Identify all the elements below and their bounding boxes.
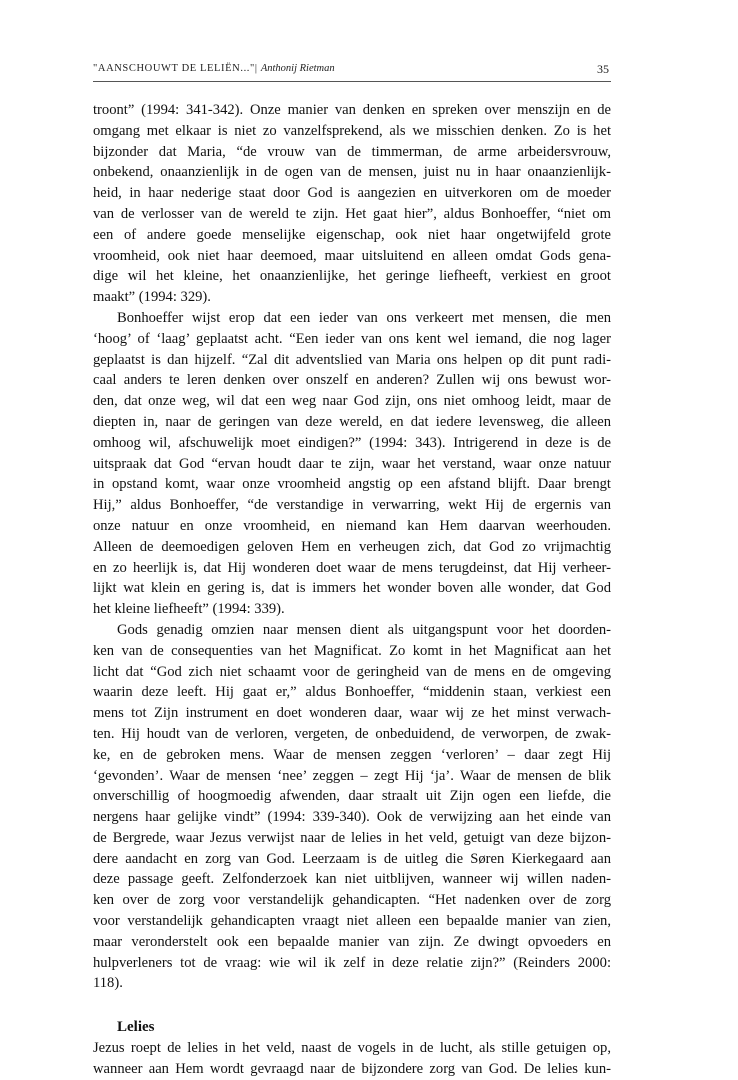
text-line: maar veronderstelt ook een bepaalde manier van zijn. Ze dwingt opvoeders en <box>93 933 611 950</box>
section-heading: Lelies <box>117 1019 155 1036</box>
text-line: en zo heerlijk is, dat Hij wonderen doet waar de mens terugdeinst, dat Hij verheer- <box>93 559 611 576</box>
text-line: heid, in haar nederige staat door God is aangezien en uitverkoren om de moeder <box>93 185 611 202</box>
text-line: onze natuur en onze vroomheid, en niemand kan Hem daarvan weerhouden. <box>93 517 611 534</box>
text-line: Gods genadig omzien naar mensen dient als uitgangspunt voor het doorden- <box>117 621 611 638</box>
paragraph-2 <box>93 308 611 620</box>
text-line: omhoog wil, afschuwelijk moet eindigen?” (1994: 343). Intrigerend in deze is de <box>93 434 611 451</box>
text-line: de Bergrede, waar Jezus verwijst naar de lelies in het veld, getuigt van deze bijzon- <box>93 829 611 846</box>
text-line: troont” (1994: 341-342). Onze manier van denken en spreken over menszijn en de <box>93 102 611 118</box>
body-text <box>93 100 611 1080</box>
text-line: Bonhoeffer wijst erop dat een ieder van ons verkeert met mensen, die men <box>117 309 611 326</box>
page-number: 35 <box>597 62 609 76</box>
running-title <box>93 63 335 74</box>
text-line: mens tot Zijn instrument en doet wonderen daar, waar wij ze het minst verwach- <box>93 705 611 722</box>
paragraph-4 <box>93 1038 611 1080</box>
text-line: deze passage geeft. Zelfonderzoek kan niet uitblijven, wanneer wij willen naden- <box>93 871 611 888</box>
text-line: vroomheid, ook niet haar deemoed, maar uitsluitend en alleen omdat Gods gena- <box>93 247 611 264</box>
text-line: caal anders te leren denken over onszelf en anderen? Zullen wij ons bewust wor- <box>93 372 611 389</box>
text-line: Hij,” aldus Bonhoeffer, “de verstandige in verwarring, wekt Hij de ergernis van <box>93 497 611 514</box>
text-line: maakt” (1994: 329). <box>93 289 211 306</box>
text-line: 118). <box>93 975 123 992</box>
running-author: Anthonij Rietman <box>260 63 335 74</box>
running-title-text: "AANSCHOUWT DE LELIËN..."| <box>93 63 258 74</box>
text-line: ‘gevonden’. Waar de mensen ‘nee’ zeggen – zegt Hij ‘ja’. Waar de mensen de blik <box>93 767 611 784</box>
text-line: voor verstandelijk gehandicapten vraagt niet alleen een bepaalde manier van zien, <box>93 913 611 930</box>
text-line: onverschillig of hoogmoedig afwenden, daar straalt uit Zijn ogen een liefde, die <box>93 788 611 805</box>
text-line: ken over de zorg voor verstandelijk gehandicapten. “Het nadenken over de zorg <box>93 892 611 909</box>
text-line: hulpverleners tot de vraag: wie wil ik zelf in deze relatie zijn?” (Reinders 2000: <box>93 954 611 971</box>
text-line: dere aandacht en zorg van God. Leerzaam is de uitleg die Søren Kierkegaard aan <box>93 850 611 867</box>
text-line: nergens haar gelijke vindt” (1994: 339-340). Ook de verwijzing aan het einde van <box>93 809 611 826</box>
text-line: in opstand komt, waar onze vroomheid angstig op een afstand blijft. Daar brengt <box>93 476 611 493</box>
header-rule <box>93 81 611 82</box>
text-line: ke, en de gebroken mens. Waar de mensen zeggen ‘verloren’ – daar zegt Hij <box>93 746 611 763</box>
text-line: licht dat “God zich niet schaamt voor de geringheid van de mens en de omgeving <box>93 663 611 680</box>
text-line: geplaatst is dan hijzelf. “Zal dit adventslied van Maria ons helpen op dit punt radi- <box>93 351 611 368</box>
text-line: wanneer aan Hem wordt gevraagd naar de bijzondere zorg van God. De lelies kun- <box>93 1060 611 1077</box>
text-line: Alleen de deemoedigen geloven Hem en verheugen zich, dat God zo vrijmachtig <box>93 538 611 555</box>
text-line: ten. Hij houdt van de verloren, vergeten, de onbeduidend, de verworpen, de zwak- <box>93 725 611 742</box>
text-line: een of andere goede menselijke eigenschap, ook niet haar ongetwijfeld grote <box>93 226 611 243</box>
text-line: uitspraak dat God “ervan houdt daar te zijn, waar het verstand, waar onze natuur <box>93 455 611 472</box>
text-line: het kleine liefheeft” (1994: 339). <box>93 601 285 618</box>
paragraph-1 <box>93 100 611 308</box>
text-line: ken van de consequenties van het Magnificat. Zo komt in het Magnificat aan het <box>93 642 611 659</box>
text-line: waarin deze leeft. Hij gaat er,” aldus Bonhoeffer, “middenin staan, verkiest een <box>93 684 611 701</box>
text-line: ‘hoog’ of ‘laag’ geplaatst acht. “Een ieder van ons kent wel iemand, die nog lager <box>93 330 611 347</box>
section-spacer <box>93 994 611 1017</box>
text-line: bijzonder dat Maria, “de vrouw van de timmerman, de arme arbeidersvrouw, <box>93 143 611 160</box>
text-line: diepten in, naar de geringen van deze wereld, en dat iedere levensweg, die alleen <box>93 413 611 430</box>
text-line: onbekend, onaanzienlijk in de ogen van de mensen, juist nu in haar onaanzienlijk- <box>93 164 611 181</box>
running-header <box>93 60 611 80</box>
paragraph-3 <box>93 620 611 994</box>
text-line: lijkt wat klein en gering is, dat is immers het wonder boven alle wonder, dat God <box>93 580 611 597</box>
text-line: Jezus roept de lelies in het veld, naast de vogels in de lucht, als stille getuigen op, <box>93 1040 611 1057</box>
text-line: dige wil het kleine, het onaanzienlijke, het geringe liefheeft, verkiest en groot <box>93 268 611 285</box>
text-line: van de verlosser van de wereld te zijn. Het gaat hier”, aldus Bonhoeffer, “niet om <box>93 205 611 222</box>
text-line: omgang met elkaar is niet zo vanzelfsprekend, als we misschien denken. Zo is het <box>93 122 611 139</box>
text-line: den, dat onze weg, wil dat een weg naar God zijn, ons niet omhoog leidt, maar de <box>93 393 611 410</box>
